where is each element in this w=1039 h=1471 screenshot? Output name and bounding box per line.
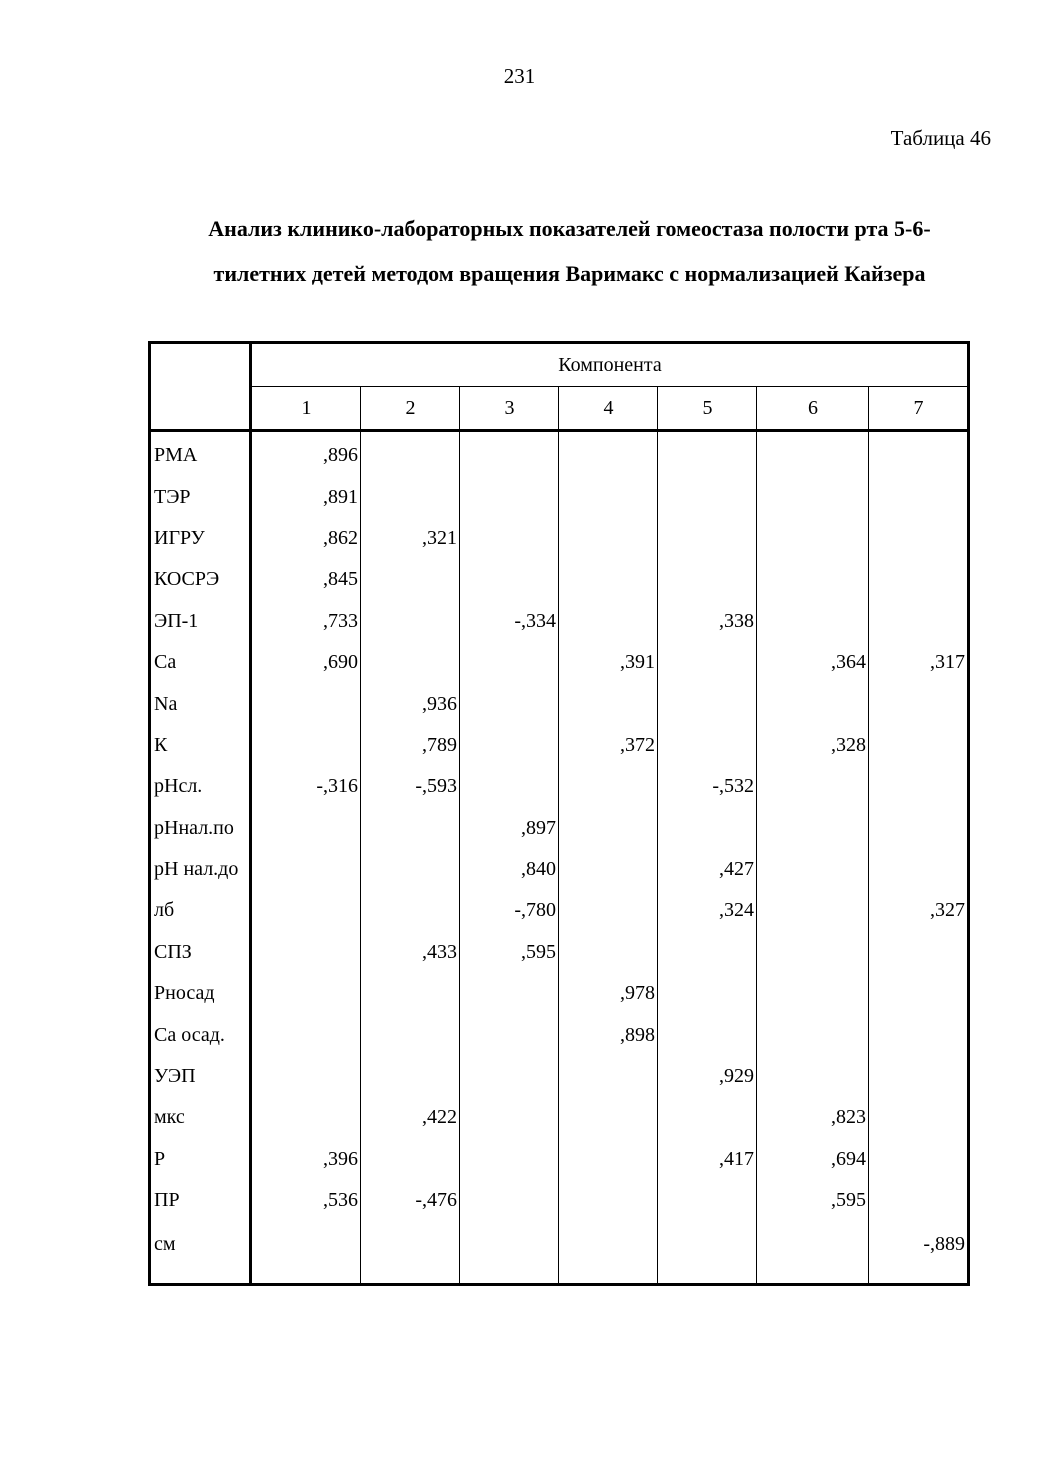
loading-cell: ,364: [757, 642, 869, 683]
loading-cell: -,334: [460, 601, 559, 642]
row-label: Р: [150, 1139, 251, 1180]
loading-cell: ,433: [361, 932, 460, 973]
table-row: [150, 725, 969, 766]
loading-cell: [251, 890, 361, 931]
table-row: [150, 1097, 969, 1138]
row-label: ПР: [150, 1180, 251, 1221]
loading-cell: ,891: [251, 476, 361, 517]
loading-cell: [869, 476, 969, 517]
loading-cell: [559, 1180, 658, 1221]
loading-cell: ,417: [658, 1139, 757, 1180]
loading-cell: [658, 808, 757, 849]
loading-cell: ,978: [559, 973, 658, 1014]
table-row: [150, 683, 969, 724]
table-row: [150, 932, 969, 973]
loading-cell: [757, 766, 869, 807]
loading-cell: [251, 683, 361, 724]
loading-cell: ,372: [559, 725, 658, 766]
loading-cell: [559, 431, 658, 477]
loading-cell: ,789: [361, 725, 460, 766]
column-header: 4: [559, 387, 658, 431]
loading-cell: ,936: [361, 683, 460, 724]
table-row: [150, 559, 969, 600]
loading-cell: [460, 725, 559, 766]
loading-cell: [251, 1097, 361, 1138]
loading-cell: ,896: [251, 431, 361, 477]
column-header: 2: [361, 387, 460, 431]
loading-cell: [757, 808, 869, 849]
row-label: см: [150, 1221, 251, 1285]
loading-cell: [460, 431, 559, 477]
loading-cell: [559, 849, 658, 890]
table-row: [150, 1139, 969, 1180]
table-row: [150, 601, 969, 642]
loading-cell: [869, 431, 969, 477]
loading-cell: ,845: [251, 559, 361, 600]
row-label: КОСРЭ: [150, 559, 251, 600]
loading-cell: [251, 849, 361, 890]
loading-cell: ,317: [930, 651, 966, 674]
loading-cell: [869, 1180, 969, 1221]
row-label: ТЭР: [150, 476, 251, 517]
loading-cell: ,690: [251, 642, 361, 683]
loading-cell: [251, 973, 361, 1014]
loading-cell: [559, 890, 658, 931]
loading-cell: [460, 1097, 559, 1138]
loading-cell: -,780: [460, 890, 559, 931]
table-row: [150, 518, 969, 559]
loading-cell: ,396: [251, 1139, 361, 1180]
loading-cell: [460, 476, 559, 517]
loading-cell: [869, 1139, 969, 1180]
page-number: 231: [503, 64, 536, 88]
loading-cell: ,327: [930, 899, 966, 922]
table-row: [150, 1221, 969, 1285]
row-label: СПЗ: [150, 932, 251, 973]
row-label: рНнал.по: [150, 808, 251, 849]
loading-cell: [361, 1056, 460, 1097]
loading-cell: [869, 973, 969, 1014]
loading-cell: [757, 1056, 869, 1097]
row-label: РМА: [150, 431, 251, 477]
loading-cell: [460, 1056, 559, 1097]
loading-cell: [869, 808, 969, 849]
table-row: [150, 808, 969, 849]
loading-cell: ,862: [251, 518, 361, 559]
table-label: Таблица 46: [890, 126, 991, 150]
table-row: [150, 431, 969, 477]
table-title-line-2: тилетних детей методом вращения Варимакс с нормализацией Кайзера: [213, 261, 926, 286]
loading-cell: [361, 1221, 460, 1285]
loading-cell: [559, 1221, 658, 1285]
loading-cell: ,328: [757, 725, 869, 766]
loading-cell: ,840: [460, 849, 559, 890]
row-label: мкс: [150, 1097, 251, 1138]
loading-cell: [361, 1139, 460, 1180]
table-row: [150, 849, 969, 890]
loading-cell: [361, 973, 460, 1014]
loading-cell: [869, 932, 969, 973]
loading-cell: [658, 725, 757, 766]
loading-cell: [460, 518, 559, 559]
loading-cell: ,733: [251, 601, 361, 642]
loading-cell: [559, 1056, 658, 1097]
loading-cell: [869, 601, 969, 642]
loading-cell: [460, 1014, 559, 1055]
loading-cell: ,422: [361, 1097, 460, 1138]
loading-cell: [658, 559, 757, 600]
loading-cell: [869, 849, 969, 890]
loading-cell: [361, 476, 460, 517]
loading-cell: [361, 890, 460, 931]
loading-cell: ,595: [460, 932, 559, 973]
loading-cell: [460, 1180, 559, 1221]
loading-cell: ,321: [361, 518, 460, 559]
loading-cell: ,897: [460, 808, 559, 849]
row-label: ЭП-1: [150, 601, 251, 642]
loading-cell: [757, 890, 869, 931]
table-row: [150, 766, 969, 807]
loading-cell: [361, 808, 460, 849]
loading-cell: [869, 559, 969, 600]
table-row: [150, 1180, 969, 1221]
loading-cell: [361, 849, 460, 890]
loading-cell: ,823: [757, 1097, 869, 1138]
loading-cell: [361, 1014, 460, 1055]
loading-cell: [251, 808, 361, 849]
loading-cell: [361, 431, 460, 477]
table-row: [150, 476, 969, 517]
loading-cell: [559, 932, 658, 973]
loading-cell: [460, 766, 559, 807]
loading-cell: [251, 1221, 361, 1285]
row-label: рНсл.: [150, 766, 251, 807]
loading-cell: [361, 601, 460, 642]
loading-cell: [869, 1056, 969, 1097]
loading-cell: [559, 518, 658, 559]
loading-cell: [869, 725, 969, 766]
loading-cell: [757, 476, 869, 517]
loading-cell: [757, 849, 869, 890]
column-header: 7: [869, 387, 969, 431]
loading-cell: [559, 559, 658, 600]
loading-cell: ,929: [658, 1056, 757, 1097]
loading-cell: ,595: [757, 1180, 869, 1221]
row-label: лб: [150, 890, 251, 931]
loading-cell: [460, 1221, 559, 1285]
header-blank-cell: [150, 343, 251, 431]
loading-cell: [361, 642, 460, 683]
loading-cell: [460, 642, 559, 683]
loading-cell: -,476: [361, 1180, 460, 1221]
loading-cell: [559, 1097, 658, 1138]
loading-cell: [869, 518, 969, 559]
loading-cell: [869, 766, 969, 807]
row-label: Са осад.: [150, 1014, 251, 1055]
row-label: Са: [150, 642, 251, 683]
loading-cell: ,324: [658, 890, 757, 931]
loading-cell: [757, 1014, 869, 1055]
loading-cell: [658, 932, 757, 973]
loading-cell: [757, 601, 869, 642]
component-loadings-table: [148, 341, 970, 1286]
loading-cell: -,532: [658, 766, 757, 807]
loading-cell: [658, 1180, 757, 1221]
loading-cell: [869, 1014, 969, 1055]
loading-cell: ,694: [757, 1139, 869, 1180]
loading-cell: [658, 642, 757, 683]
loading-cell: [757, 559, 869, 600]
table-title-line-1: Анализ клинико-лабораторных показателей гомеостаза полости рта 5-6-: [208, 216, 931, 241]
loading-cell: [658, 1221, 757, 1285]
row-label: К: [150, 725, 251, 766]
column-header: 3: [460, 387, 559, 431]
loading-cell: [559, 683, 658, 724]
loading-cell: [658, 518, 757, 559]
loading-cell: [757, 973, 869, 1014]
loading-cell: [658, 476, 757, 517]
loading-cell: [361, 559, 460, 600]
loading-cell: [460, 559, 559, 600]
loading-cell: [559, 601, 658, 642]
header-component-group: Компонента: [251, 343, 969, 387]
loading-cell: [869, 683, 969, 724]
loading-cell: ,536: [251, 1180, 361, 1221]
loading-cell: [559, 766, 658, 807]
loading-cell: [559, 1139, 658, 1180]
loading-cell: [757, 518, 869, 559]
loading-cell: [658, 1014, 757, 1055]
table-title: [60, 206, 1039, 296]
row-label: ИГРУ: [150, 518, 251, 559]
loading-cell: [869, 1097, 969, 1138]
loading-cell: -,593: [361, 766, 460, 807]
row-label: Рносад: [150, 973, 251, 1014]
column-header: 6: [757, 387, 869, 431]
column-header: 1: [251, 387, 361, 431]
loading-cell: [757, 932, 869, 973]
loading-cell: [251, 1056, 361, 1097]
column-header: 5: [658, 387, 757, 431]
loading-cell: [251, 1014, 361, 1055]
loading-cell: [658, 1097, 757, 1138]
loading-cell: ,391: [559, 642, 658, 683]
loading-cell: [658, 973, 757, 1014]
loading-cell: -,889: [923, 1233, 966, 1256]
loading-cell: [460, 1139, 559, 1180]
loading-cell: ,338: [658, 601, 757, 642]
table-row: [150, 1014, 969, 1055]
loading-cell: [251, 932, 361, 973]
loading-cell: -,316: [251, 766, 361, 807]
loading-cell: [460, 973, 559, 1014]
table-row: [150, 1056, 969, 1097]
loading-cell: [251, 725, 361, 766]
row-label: Na: [150, 683, 251, 724]
loading-cell: [559, 476, 658, 517]
loading-cell: [460, 683, 559, 724]
loading-cell: ,898: [559, 1014, 658, 1055]
loading-cell: [757, 683, 869, 724]
loading-cell: [559, 808, 658, 849]
loading-cell: ,427: [658, 849, 757, 890]
loading-cell: [658, 683, 757, 724]
row-label: УЭП: [150, 1056, 251, 1097]
loading-cell: [658, 431, 757, 477]
row-label: рН нал.до: [150, 849, 251, 890]
table-row: [150, 642, 969, 683]
loading-cell: [757, 1221, 869, 1285]
table-row: [150, 973, 969, 1014]
header-column-numbers: [150, 387, 969, 431]
table-body: [150, 431, 969, 1285]
table-row: [150, 890, 969, 931]
loading-cell: [757, 431, 869, 477]
